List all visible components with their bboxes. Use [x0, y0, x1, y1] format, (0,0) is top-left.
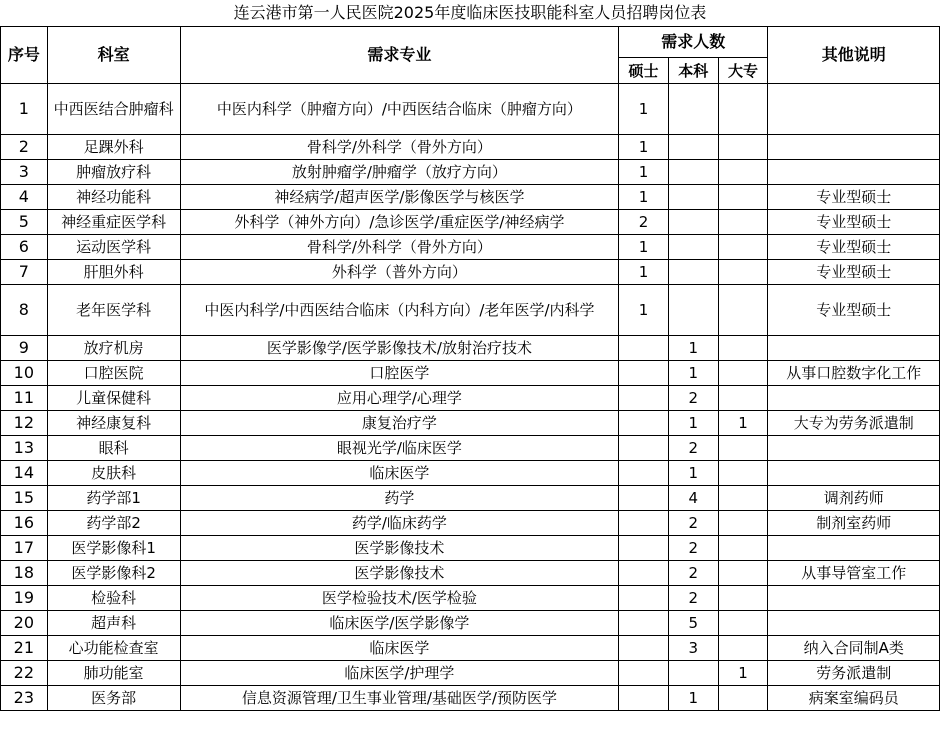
row-dept: 药学部1: [47, 486, 180, 511]
row-major: 临床医学: [180, 636, 619, 661]
table-row: [1, 636, 940, 661]
row-number: 8: [1, 285, 48, 336]
row-note: 专业型硕士: [768, 285, 940, 336]
header-bachelor: 本科: [668, 58, 718, 84]
recruitment-table: [0, 26, 940, 711]
row-master-count: [619, 336, 669, 361]
row-dept: 超声科: [47, 611, 180, 636]
row-dept: 皮肤科: [47, 461, 180, 486]
row-number: 20: [1, 611, 48, 636]
header-college: 大专: [718, 58, 768, 84]
row-note: 从事导管室工作: [768, 561, 940, 586]
row-major: 口腔医学: [180, 361, 619, 386]
row-master-count: 1: [619, 235, 669, 260]
row-note: [768, 160, 940, 185]
row-number: 22: [1, 661, 48, 686]
table-row: [1, 586, 940, 611]
row-bachelor-count: [668, 235, 718, 260]
table-body: [1, 84, 940, 711]
row-number: 5: [1, 210, 48, 235]
row-note: 专业型硕士: [768, 210, 940, 235]
row-bachelor-count: [668, 260, 718, 285]
row-master-count: 2: [619, 210, 669, 235]
row-note: [768, 461, 940, 486]
row-college-count: [718, 84, 768, 135]
row-number: 15: [1, 486, 48, 511]
row-master-count: [619, 436, 669, 461]
row-number: 7: [1, 260, 48, 285]
row-bachelor-count: 2: [668, 586, 718, 611]
row-major: 药学/临床药学: [180, 511, 619, 536]
table-row: [1, 235, 940, 260]
row-bachelor-count: 2: [668, 436, 718, 461]
row-major: 药学: [180, 486, 619, 511]
row-dept: 肿瘤放疗科: [47, 160, 180, 185]
header-dept: 科室: [47, 27, 180, 84]
row-bachelor-count: 2: [668, 386, 718, 411]
row-college-count: [718, 461, 768, 486]
row-master-count: 1: [619, 84, 669, 135]
table-row: [1, 210, 940, 235]
row-college-count: [718, 160, 768, 185]
row-master-count: 1: [619, 185, 669, 210]
row-bachelor-count: 2: [668, 561, 718, 586]
row-college-count: [718, 285, 768, 336]
row-bachelor-count: 3: [668, 636, 718, 661]
row-bachelor-count: 2: [668, 536, 718, 561]
row-college-count: [718, 361, 768, 386]
row-number: 14: [1, 461, 48, 486]
row-master-count: [619, 411, 669, 436]
row-note: [768, 586, 940, 611]
row-master-count: 1: [619, 160, 669, 185]
header-count: 需求人数: [619, 27, 768, 58]
table-row: [1, 260, 940, 285]
row-major: 应用心理学/心理学: [180, 386, 619, 411]
row-major: 信息资源管理/卫生事业管理/基础医学/预防医学: [180, 686, 619, 711]
row-number: 12: [1, 411, 48, 436]
row-master-count: [619, 611, 669, 636]
row-number: 23: [1, 686, 48, 711]
table-row: [1, 436, 940, 461]
table-row: [1, 536, 940, 561]
row-master-count: [619, 361, 669, 386]
row-dept: 医学影像科1: [47, 536, 180, 561]
row-number: 3: [1, 160, 48, 185]
row-number: 1: [1, 84, 48, 135]
row-number: 10: [1, 361, 48, 386]
row-dept: 检验科: [47, 586, 180, 611]
table-row: [1, 336, 940, 361]
row-note: [768, 536, 940, 561]
row-note: 大专为劳务派遣制: [768, 411, 940, 436]
row-major: 中医内科学/中西医结合临床（内科方向）/老年医学/内科学: [180, 285, 619, 336]
row-dept: 医学影像科2: [47, 561, 180, 586]
table-row: [1, 160, 940, 185]
row-number: 13: [1, 436, 48, 461]
row-major: 神经病学/超声医学/影像医学与核医学: [180, 185, 619, 210]
row-number: 18: [1, 561, 48, 586]
row-note: 专业型硕士: [768, 235, 940, 260]
row-bachelor-count: 1: [668, 686, 718, 711]
table-row: [1, 486, 940, 511]
header-note: 其他说明: [768, 27, 940, 84]
row-bachelor-count: 1: [668, 411, 718, 436]
table-row: [1, 561, 940, 586]
row-bachelor-count: [668, 135, 718, 160]
row-bachelor-count: [668, 210, 718, 235]
row-major: 临床医学/医学影像学: [180, 611, 619, 636]
row-master-count: [619, 511, 669, 536]
row-major: 骨科学/外科学（骨外方向）: [180, 235, 619, 260]
row-dept: 运动医学科: [47, 235, 180, 260]
row-master-count: [619, 486, 669, 511]
row-dept: 口腔医院: [47, 361, 180, 386]
row-master-count: 1: [619, 260, 669, 285]
row-dept: 肺功能室: [47, 661, 180, 686]
row-college-count: 1: [718, 661, 768, 686]
row-college-count: [718, 436, 768, 461]
row-note: 专业型硕士: [768, 185, 940, 210]
row-number: 4: [1, 185, 48, 210]
row-master-count: [619, 536, 669, 561]
row-college-count: [718, 260, 768, 285]
row-bachelor-count: 2: [668, 511, 718, 536]
row-college-count: [718, 486, 768, 511]
row-major: 中医内科学（肿瘤方向）/中西医结合临床（肿瘤方向）: [180, 84, 619, 135]
row-bachelor-count: [668, 285, 718, 336]
row-number: 21: [1, 636, 48, 661]
row-bachelor-count: 5: [668, 611, 718, 636]
row-major: 外科学（神外方向）/急诊医学/重症医学/神经病学: [180, 210, 619, 235]
row-major: 眼视光学/临床医学: [180, 436, 619, 461]
row-dept: 眼科: [47, 436, 180, 461]
row-dept: 儿童保健科: [47, 386, 180, 411]
row-number: 6: [1, 235, 48, 260]
row-bachelor-count: 4: [668, 486, 718, 511]
table-row: [1, 285, 940, 336]
row-master-count: [619, 586, 669, 611]
table-row: [1, 386, 940, 411]
row-master-count: [619, 686, 669, 711]
row-note: [768, 135, 940, 160]
table-row: [1, 135, 940, 160]
row-major: 临床医学: [180, 461, 619, 486]
row-note: [768, 84, 940, 135]
row-note: 调剂药师: [768, 486, 940, 511]
row-college-count: [718, 636, 768, 661]
row-dept: 医务部: [47, 686, 180, 711]
row-major: 放射肿瘤学/肿瘤学（放疗方向）: [180, 160, 619, 185]
row-dept: 肝胆外科: [47, 260, 180, 285]
row-dept: 神经功能科: [47, 185, 180, 210]
row-dept: 药学部2: [47, 511, 180, 536]
row-dept: 老年医学科: [47, 285, 180, 336]
row-dept: 神经重症医学科: [47, 210, 180, 235]
row-master-count: [619, 661, 669, 686]
table-row: [1, 461, 940, 486]
row-dept: 心功能检查室: [47, 636, 180, 661]
row-note: 从事口腔数字化工作: [768, 361, 940, 386]
row-major: 骨科学/外科学（骨外方向）: [180, 135, 619, 160]
row-note: 制剂室药师: [768, 511, 940, 536]
row-college-count: [718, 185, 768, 210]
row-note: 纳入合同制A类: [768, 636, 940, 661]
row-note: [768, 336, 940, 361]
table-row: [1, 84, 940, 135]
row-master-count: [619, 386, 669, 411]
row-master-count: [619, 561, 669, 586]
table-row: [1, 661, 940, 686]
row-dept: 足踝外科: [47, 135, 180, 160]
row-dept: 神经康复科: [47, 411, 180, 436]
row-college-count: [718, 210, 768, 235]
row-college-count: [718, 135, 768, 160]
row-note: 劳务派遣制: [768, 661, 940, 686]
row-major: 康复治疗学: [180, 411, 619, 436]
row-note: [768, 436, 940, 461]
row-major: 医学影像技术: [180, 536, 619, 561]
row-number: 17: [1, 536, 48, 561]
row-college-count: [718, 686, 768, 711]
row-college-count: [718, 511, 768, 536]
row-dept: 中西医结合肿瘤科: [47, 84, 180, 135]
row-bachelor-count: 1: [668, 336, 718, 361]
row-college-count: [718, 586, 768, 611]
header-master: 硕士: [619, 58, 669, 84]
row-major: 临床医学/护理学: [180, 661, 619, 686]
row-master-count: 1: [619, 135, 669, 160]
table-title: 连云港市第一人民医院2025年度临床医技职能科室人员招聘岗位表: [233, 3, 707, 22]
table-row: [1, 411, 940, 436]
header-major: 需求专业: [180, 27, 619, 84]
row-major: 医学检验技术/医学检验: [180, 586, 619, 611]
table-row: [1, 686, 940, 711]
table-row: [1, 511, 940, 536]
row-college-count: 1: [718, 411, 768, 436]
row-bachelor-count: 1: [668, 461, 718, 486]
table-row: [1, 611, 940, 636]
row-college-count: [718, 386, 768, 411]
row-bachelor-count: [668, 84, 718, 135]
row-master-count: 1: [619, 285, 669, 336]
row-college-count: [718, 561, 768, 586]
row-number: 16: [1, 511, 48, 536]
row-college-count: [718, 336, 768, 361]
row-master-count: [619, 461, 669, 486]
row-note: 专业型硕士: [768, 260, 940, 285]
row-note: 病案室编码员: [768, 686, 940, 711]
row-number: 19: [1, 586, 48, 611]
row-number: 2: [1, 135, 48, 160]
row-note: [768, 611, 940, 636]
row-note: [768, 386, 940, 411]
row-bachelor-count: [668, 185, 718, 210]
row-major: 医学影像学/医学影像技术/放射治疗技术: [180, 336, 619, 361]
row-college-count: [718, 235, 768, 260]
header-no: 序号: [1, 27, 48, 84]
row-college-count: [718, 536, 768, 561]
row-bachelor-count: 1: [668, 361, 718, 386]
row-college-count: [718, 611, 768, 636]
row-bachelor-count: [668, 661, 718, 686]
row-bachelor-count: [668, 160, 718, 185]
row-number: 9: [1, 336, 48, 361]
table-row: [1, 185, 940, 210]
row-dept: 放疗机房: [47, 336, 180, 361]
row-major: 外科学（普外方向）: [180, 260, 619, 285]
table-row: [1, 361, 940, 386]
row-number: 11: [1, 386, 48, 411]
row-major: 医学影像技术: [180, 561, 619, 586]
row-master-count: [619, 636, 669, 661]
